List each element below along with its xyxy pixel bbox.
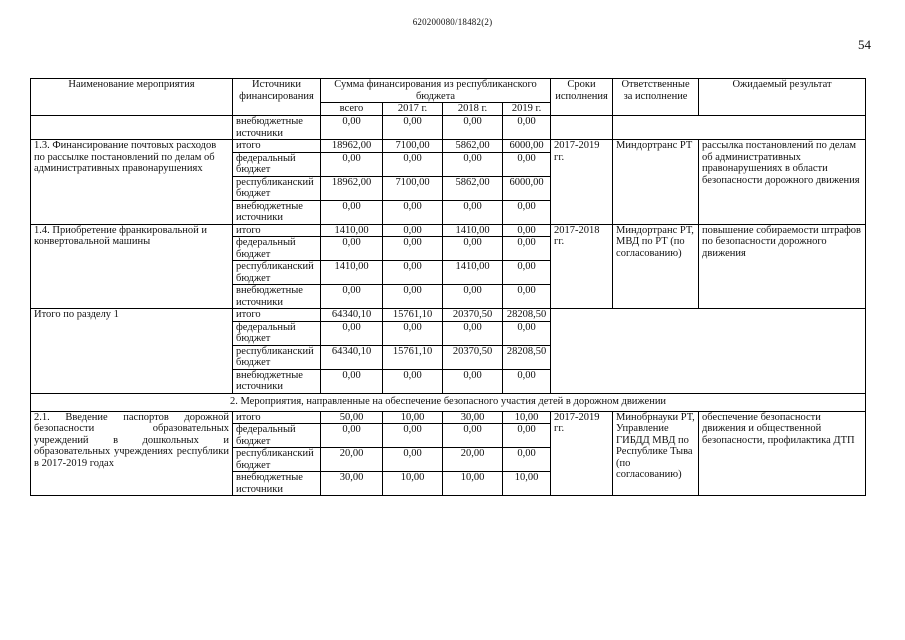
- value-cell: 0,00: [503, 224, 551, 237]
- value-cell: 1410,00: [321, 224, 383, 237]
- header-name: Наименование мероприятия: [31, 79, 233, 116]
- value-cell: 0,00: [503, 116, 551, 140]
- section-heading: 2. Мероприятия, направленные на обеспечение безопасного участия детей в дорожном движении: [31, 393, 866, 411]
- value-cell: 10,00: [503, 411, 551, 424]
- table-row: [31, 309, 866, 322]
- source-cell: федеральный бюджет: [233, 237, 321, 261]
- header-sources: Источники финансирования: [233, 79, 321, 116]
- value-cell: 64340,10: [321, 345, 383, 369]
- value-cell: 0,00: [383, 321, 443, 345]
- terms-cell: 2017-2019 гг.: [551, 140, 613, 225]
- value-cell: 0,00: [321, 369, 383, 393]
- value-cell: 15761,10: [383, 345, 443, 369]
- value-cell: 0,00: [383, 237, 443, 261]
- value-cell: 0,00: [383, 285, 443, 309]
- value-cell: 0,00: [503, 369, 551, 393]
- value-cell: 20,00: [321, 448, 383, 472]
- header-2017: 2017 г.: [383, 103, 443, 116]
- value-cell: 15761,10: [383, 309, 443, 322]
- blank-cell: [613, 116, 866, 140]
- value-cell: 0,00: [383, 152, 443, 176]
- value-cell: 20370,50: [443, 309, 503, 322]
- responsible-cell: Миндортранс РТ, МВД по РТ (по согласованию): [613, 224, 699, 309]
- value-cell: 20,00: [443, 448, 503, 472]
- value-cell: 0,00: [503, 200, 551, 224]
- table-row: [31, 224, 866, 237]
- value-cell: 0,00: [443, 369, 503, 393]
- responsible-cell: Минобрнауки РТ, Управление ГИБДД МВД по Республике Тыва (по согласованию): [613, 411, 699, 496]
- source-cell: республиканский бюджет: [233, 345, 321, 369]
- value-cell: 0,00: [321, 424, 383, 448]
- value-cell: 18962,00: [321, 176, 383, 200]
- value-cell: 0,00: [503, 285, 551, 309]
- source-cell: внебюджетные источники: [233, 116, 321, 140]
- result-cell: повышение собираемости штрафов по безопасности дорожного движения: [699, 224, 866, 309]
- header-sum: Сумма финансирования из республиканского бюджета: [321, 79, 551, 103]
- source-cell: внебюджетные источники: [233, 369, 321, 393]
- header-row: [31, 79, 866, 103]
- value-cell: 0,00: [503, 424, 551, 448]
- value-cell: 0,00: [443, 321, 503, 345]
- source-cell: итого: [233, 309, 321, 322]
- table-row: [31, 140, 866, 153]
- value-cell: 0,00: [321, 200, 383, 224]
- value-cell: 0,00: [443, 152, 503, 176]
- source-cell: внебюджетные источники: [233, 472, 321, 496]
- value-cell: 7100,00: [383, 176, 443, 200]
- header-terms: Сроки исполнения: [551, 79, 613, 116]
- value-cell: 1410,00: [443, 261, 503, 285]
- value-cell: 7100,00: [383, 140, 443, 153]
- section-heading-row: [31, 393, 866, 411]
- terms-cell: 2017-2019 гг.: [551, 411, 613, 496]
- value-cell: 0,00: [321, 152, 383, 176]
- value-cell: 30,00: [321, 472, 383, 496]
- header-total: всего: [321, 103, 383, 116]
- financing-table: [30, 78, 866, 496]
- source-cell: итого: [233, 224, 321, 237]
- activity-name: 1.3. Финансирование почтовых расходов по рассылке постановлений по делам об административных правонарушениях: [31, 140, 233, 225]
- value-cell: 0,00: [383, 224, 443, 237]
- document-id: 620200080/18482(2): [412, 17, 493, 27]
- value-cell: 5862,00: [443, 176, 503, 200]
- value-cell: 0,00: [503, 237, 551, 261]
- terms-cell: 2017-2018 гг.: [551, 224, 613, 309]
- source-cell: федеральный бюджет: [233, 424, 321, 448]
- value-cell: 10,00: [503, 472, 551, 496]
- responsible-cell: Миндортранс РТ: [613, 140, 699, 225]
- activity-name: 1.4. Приобретение франкировальной и конвертовальной машины: [31, 224, 233, 309]
- value-cell: 28208,50: [503, 345, 551, 369]
- value-cell: 0,00: [443, 237, 503, 261]
- value-cell: 0,00: [383, 424, 443, 448]
- value-cell: 1410,00: [443, 224, 503, 237]
- activity-name: Итого по разделу 1: [31, 309, 233, 394]
- source-cell: внебюджетные источники: [233, 285, 321, 309]
- value-cell: 10,00: [443, 472, 503, 496]
- value-cell: 0,00: [383, 261, 443, 285]
- value-cell: 50,00: [321, 411, 383, 424]
- table-row: [31, 411, 866, 424]
- value-cell: 0,00: [443, 285, 503, 309]
- value-cell: 20370,50: [443, 345, 503, 369]
- value-cell: 64340,10: [321, 309, 383, 322]
- name-cell: [31, 116, 233, 140]
- result-cell: рассылка постановлений по делам об административных правонарушениях в области безопасности дорожного движения: [699, 140, 866, 225]
- value-cell: 6000,00: [503, 140, 551, 153]
- source-cell: внебюджетные источники: [233, 200, 321, 224]
- value-cell: 0,00: [503, 261, 551, 285]
- value-cell: 0,00: [321, 237, 383, 261]
- value-cell: 6000,00: [503, 176, 551, 200]
- value-cell: 0,00: [443, 116, 503, 140]
- value-cell: 0,00: [443, 424, 503, 448]
- header-2018: 2018 г.: [443, 103, 503, 116]
- header-responsible: Ответственные за исполнение: [613, 79, 699, 116]
- value-cell: 1410,00: [321, 261, 383, 285]
- source-cell: федеральный бюджет: [233, 152, 321, 176]
- header-2019: 2019 г.: [503, 103, 551, 116]
- terms-cell: [551, 116, 613, 140]
- value-cell: 0,00: [383, 369, 443, 393]
- value-cell: 10,00: [383, 472, 443, 496]
- value-cell: 0,00: [321, 321, 383, 345]
- table-row: [31, 116, 866, 140]
- value-cell: 18962,00: [321, 140, 383, 153]
- value-cell: 0,00: [503, 152, 551, 176]
- value-cell: 10,00: [383, 411, 443, 424]
- source-cell: республиканский бюджет: [233, 448, 321, 472]
- value-cell: 5862,00: [443, 140, 503, 153]
- value-cell: 0,00: [383, 116, 443, 140]
- value-cell: 28208,50: [503, 309, 551, 322]
- page-number: 54: [858, 37, 871, 52]
- value-cell: 0,00: [383, 200, 443, 224]
- source-cell: итого: [233, 411, 321, 424]
- source-cell: итого: [233, 140, 321, 153]
- value-cell: 0,00: [503, 448, 551, 472]
- value-cell: 30,00: [443, 411, 503, 424]
- value-cell: 0,00: [443, 200, 503, 224]
- value-cell: 0,00: [321, 285, 383, 309]
- value-cell: 0,00: [503, 321, 551, 345]
- source-cell: республиканский бюджет: [233, 261, 321, 285]
- result-cell: обеспечение безопасности движения и общественной безопасности, профилактика ДТП: [699, 411, 866, 496]
- value-cell: 0,00: [321, 116, 383, 140]
- source-cell: федеральный бюджет: [233, 321, 321, 345]
- blank-cell: [551, 309, 866, 394]
- header-result: Ожидаемый результат: [699, 79, 866, 116]
- source-cell: республиканский бюджет: [233, 176, 321, 200]
- activity-name: 2.1. Введение паспортов дорожной безопасности образовательных учреждений в дошкольных и образовательных учреждениях республики в 2017-2019 годах: [31, 411, 233, 496]
- value-cell: 0,00: [383, 448, 443, 472]
